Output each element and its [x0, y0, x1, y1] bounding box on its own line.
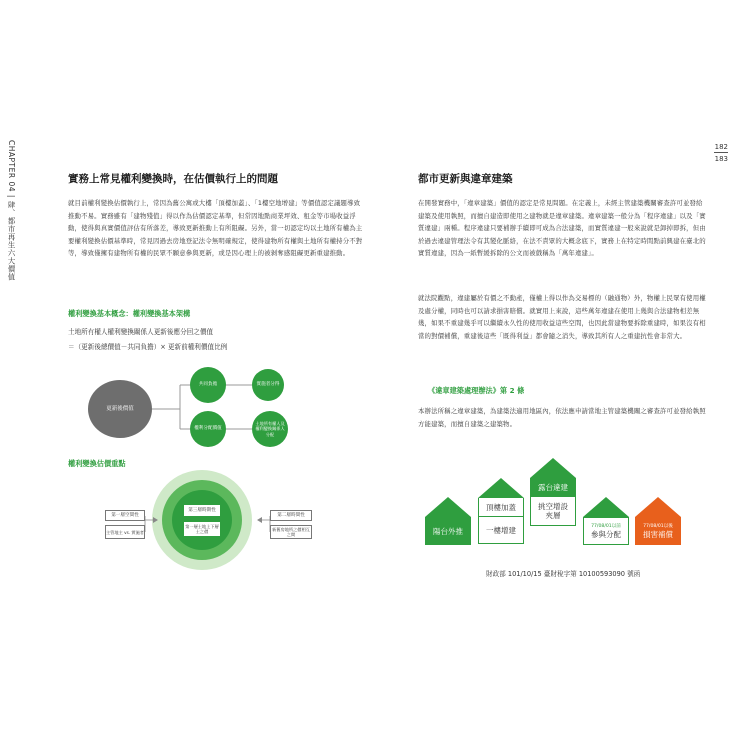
page-number-divider	[714, 152, 728, 153]
diagram1-center-label: 更新後價值	[106, 406, 134, 412]
house-terrace-label: 露台違建	[530, 478, 576, 496]
diagram1-top-right-label: 實施者分得	[256, 382, 280, 387]
diagram1-bottom-right-node	[252, 411, 288, 447]
diagram1-bottom-node	[190, 411, 226, 447]
valuation-focus-diagram	[100, 470, 330, 570]
right-top-box: 第二層時間性	[270, 510, 312, 521]
house-after-sub: 損害補償	[643, 529, 673, 539]
inner-bottom-label: 第一層土地上下層土之價	[185, 524, 219, 534]
focus-heading: 權利變換估價重點	[68, 459, 126, 468]
formula-line-2: ＝（更新後總價值－共同負擔）× 更新前權利價值比例	[68, 343, 228, 351]
inner-top-label: 第三層時期性	[184, 505, 220, 516]
rights-structure-diagram	[80, 365, 310, 455]
left-bottom-box: 主管地主 vs. 實施者	[105, 525, 145, 539]
house-rooftop-label: 頂樓加蓋	[478, 498, 524, 516]
law-heading: 《違章建築處理辦法》第 2 條	[428, 386, 525, 395]
diagram1-bottom-right-label: 土地所有權人及權利變換關係人分配	[255, 421, 285, 437]
figure-caption: 財政部 101/10/15 臺財稅字第 10100593090 號函	[486, 570, 641, 578]
diagram1-center-node	[88, 380, 152, 438]
diagram1-bottom-label: 權利分配價值	[194, 426, 222, 431]
formula-line-1: 土地所有權人權利變換關係人更新後應分回之價值	[68, 328, 214, 336]
house-after	[635, 497, 681, 545]
right-paragraph-1: 在開發實務中，「違章建築」價值的認定是常見問題。在定義上，未經主管建築機關審查許可並發給建築及使用執照，而擅自建造即使用之建物就是違章建築。違章建築一般分為「程序違建」以及「實質違建」兩種。程序違建只要補辦手續即可成為合法建築，而實質違建一般來說就是卸掉即拆，但由於過去違建管理法令有其變化脈絡，在法不責眾的大概念底下，實務上在特定時間點前興建在臺北的實質違建，因為一紙暫緩拆除的公文而被戲稱為「萬年違建」。	[418, 199, 706, 258]
right-page-title: 都市更新與違章建築	[418, 173, 513, 185]
house-before-sub: 參與分配	[591, 529, 621, 539]
house-terrace-sub: 挑空增設夾層	[530, 496, 576, 526]
left-page-title: 實務上常見權利變換時，在估價執行上的問題	[68, 173, 278, 185]
diagram1-top-node	[190, 367, 226, 403]
diagram1-top-label: 共同負擔	[198, 382, 218, 387]
law-text: 本辦法所稱之違章建築，為建築法適用地區內，依法應申請當地主管建築機關之審查許可並發給執照方能建築，而擅自建築之建築物。	[418, 407, 706, 428]
house-before	[583, 497, 629, 545]
diagram1-top-right-node	[252, 369, 284, 401]
left-paragraph: 就目前權利變換估價執行上，常因為舊公寓或大樓「頂樓加蓋」、「1樓空地增建」等價值認定議題導致推動不易。實務雖有「建物殘值」得以作為估價認定基準，但常因地點商業坪效、租金等市場收益浮動，使得與真實價值評估有所落差，導致更新推動上有所阻礙。另外，當一切認定均以土地所有權為主要權利變換估價基準時，常見因過去房地登記法令無明確規定，使得建物所有權與土地所有權持分不對等，導致僅擁有建物所有權的民眾不願意參與更新，或是因心理上的被剝奪感阻礙更新重建推動。	[68, 199, 363, 258]
right-bottom-box: 新舊房地所之價相互之間	[270, 525, 312, 539]
page-number-left: 182	[714, 143, 728, 151]
left-top-box: 第一層空間性	[105, 510, 145, 521]
right-paragraph-2: 就法院觀點，違建屬於有價之不動產，僅權上得以作為交易標的（融通物）外，物權上民眾有使用權及處分權，同時也可以請求損害賠償。就實用上來說，這些萬年違建在使用上幾與合法建物相差無幾，如果不重建幾乎可以繼續永久性的使用收益這些空間，也因此當建物要拆除重建時，如果沒有相當的對價補償，重建後這些「既得利益」都會隨之消失，導致其所有人之重建抗性會非常大。	[418, 294, 706, 340]
house-balcony	[425, 497, 471, 545]
house-rooftop-sub: 一樓增建	[478, 516, 524, 544]
house-balcony-label: 陽台外推	[425, 517, 471, 545]
concept-heading: 權利變換基本概念：權利變換基本架構	[68, 309, 191, 318]
house-before-date: 77/08/01以前	[591, 523, 621, 529]
chapter-marker: CHAPTER 04 | 肆、都市再生六大價值	[7, 140, 16, 281]
page-number-right: 183	[714, 155, 728, 163]
house-after-date: 77/08/01以後	[643, 523, 673, 529]
house-rooftop	[478, 478, 524, 544]
house-terrace	[530, 458, 576, 526]
